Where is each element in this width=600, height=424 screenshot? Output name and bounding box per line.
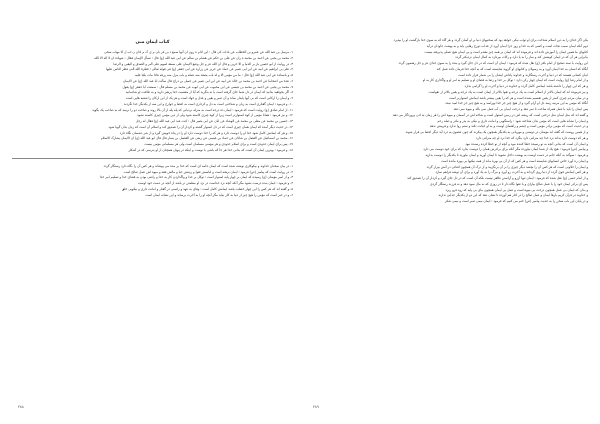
page-title: كتاب ايمان منی <box>135 40 170 45</box>
right-page <box>307 38 588 410</box>
paragraph: بنابراین هر آن که در ایمان کوشش کند و نماز را به پا دارد و زکات بپردازد به کمال ایمان نزدیکتر گردد <box>455 55 589 60</box>
paragraph: ۳- در روايت از ابو حصين باز بر الدنيا و الا خرين و قال ان الله عز و جل وضع الايمان على سبعة اسهم على البر و الصدق و اليقين و الرضا <box>113 61 294 66</box>
paragraph: و هر کس ایمانش قوی گردد از دنیا روی گرداند و به آخرت رو آورد و مرگ را به یاد آورد و برای آن توشه فراهم سازد <box>435 170 589 175</box>
right-text-block <box>307 38 588 204</box>
paragraph: ۱۷- پس برای ایمان حدودی است و برای اسلام حدودی و هر مؤمنی مسلمان است ولی هر مسلمانی مؤمن نیست <box>144 142 294 146</box>
paragraph: ۱- در بیان سخنان خداوند و نیکوکاری نوشته شده است که ایمان جامه ای است که خدا بر بنده می پوشاند و هر کس آن را نگاه دارد رستگار گردد <box>103 163 294 168</box>
paragraph: و ایمان را نشانه هایی است که مؤمن بدان شناخته شود : راستگویی و امانت داری و نیکی به پدر و مادر و صله رحم <box>437 118 589 123</box>
paragraph: و خداوند در قرآن کریم بارها ایمان و عمل صالح را در کنار هم آورده تا نشان دهد که این دو از یکدیگر جدایی ندارند <box>438 193 589 198</box>
paragraph: ۸- اگر بخواهید بدانید که ایمان در دل شما جای گرفته است یا نه بنگرید که آیا از معصیت خدا پرهیز دارید و به طاعت او شادمانید <box>125 90 294 95</box>
paragraph: ۶- عدة من اصحابنا عن احمد بن محمد بن خالد عن ابیه عن ابن ابی عمیر عن جمیل بن دراج قال سألت ابا عبد الله (ع) عن الایمان <box>122 78 294 83</box>
left-top-text-block <box>12 50 293 153</box>
paragraph: ۱- مرسل بن عبد الله عن عمرو بن الخطاب عن نادات کی قال : این ادام ه رون ان آنها سمع د بن غر بان م ی ک م ادان ن اب ل کا مهاب سخی <box>104 50 294 54</box>
paragraph: و از امام حسن (ع) نقل شده که فرمود : ایمان تنها آرزو و آراستن ظاهر نیست بلکه آن است که در دل جای گیرد و کردار آن را تصدیق کند <box>407 176 589 180</box>
paragraph: و هر که این چهار را داشته باشد ایمانش کامل گردد و خداوند در دنیا و آخرت او را گرامی بدارد <box>464 84 589 88</box>
paragraph: ۵- و گفته اند که هر کس را این چهار خصلت باشد ایمانش کامل است : وفای به عهد و راستی در گفتار و امانت داری و نیکویی خلق <box>121 186 294 191</box>
paragraph: و هر که دوست دارد بداند نزد خدا چه منزلتی دارد بنگرد که خدا نزد او چه منزلتی دارد <box>475 135 589 140</box>
paragraph: و بدان که ایمان بی عمل همچون درخت بی میوه است و عمل بی ایمان همچون بنای بی پایه که زود فرو ریزد <box>445 187 589 192</box>
paragraph: و نیز فرموده اند که ایمان بالاتر از اسلام است به یک درجه و تقوا بالاتر از ایمان است به یک درجه و یقین بالاتر از تقواست <box>428 89 589 94</box>
paragraph: ۱۲- و نیز فرمود : همانا مؤمن از کوه استوارتر است زیرا از کوه چیزی کاسته شود ولی از دین مؤمن چیزی کاسته نشود <box>137 113 294 118</box>
paragraph: کتابهای ما همین ایمان را آموزش داده اند و فرموده اند که ایمان بر همه چیز مقدم است و بی ایمان هیچ عملی پذیرفته نیست <box>424 49 589 54</box>
paragraph: این روایت با سند صحیح از امام باقر (ع) نقل شده که فرمود : ایمان آن است که در دل جای گیرد و بنده را به سوی خدای عز و جل رهنمون گردد <box>398 61 589 65</box>
gutter <box>293 38 307 410</box>
paragraph: ۱۱- از امام صادق (ع) روایت است که فرمود : ایمان ده درجه است به منزله نردبانی که پله پله از آن بالا روند و صاحب دو را نرسد که به صاحب یک بگوید <box>92 107 294 112</box>
paragraph: اینان کسانی هستند که در دنیا و آخرت رستگارند و خداوند پاداش ایشان را بی شمار قرار داده است <box>458 72 589 77</box>
page-number: ۲۸۸ <box>18 404 24 409</box>
left-bottom-text-block <box>12 164 293 198</box>
paragraph: و از همین روست که گفته اند مؤمنان در دوستی و مهربانی به یکدیگر همچون یک پیکرند که چون عضوی به درد آید دیگر اعضا بی قرار شوند <box>405 130 589 134</box>
paragraph: و ایمان ره آورد خاص انسانهای شایسته است و هر کس که از آن بی بهره ماند از همه نیکیها بی بهره مانده است <box>441 158 589 163</box>
paragraph: و ایمان را حلاوتی است که هر کس آن را بچشد دیگر چیزی را بر آن برنگزیند و از ترک آن همچون افتادن در آتش بیزار گردد <box>426 164 589 169</box>
paragraph: ۳- و از امیر مؤمنان (ع) رسیده که ایمان بر چهار پایه استوار است : توکل بر خدا و واگذاردن کار به خدا و راضی بودن به قضای خدا و تسلیم امر خدا <box>99 175 294 180</box>
paragraph: ۵- و باسناده عن ابی عبد الله (ع) قال : ما من مؤمن الا و له باب یصعد منه عمله و باب ینزل منه رزقه فاذا مات بکیا علیه <box>134 73 294 77</box>
paragraph: و پیامبر (ص) فرمود : هیچ یک از شما ایمان نیاورده مگر آنکه برای برادرش همان را دوست بدارد که برای خود دوست می دارد <box>423 147 589 152</box>
section-divider <box>12 158 293 159</box>
paragraph: یکی اگر خدای را به دین اسلام شناخت برای او ثواب نیکی خواهد بود که سختیهای دنیا بر او آسان گردد و هر گاه که به سوی خدا بازگشت او را بپذیرد <box>393 38 589 42</box>
paragraph: ۶- و در خبر است که مؤمن را هیچ چیز از دنیا به کار نیاید مگر آنچه او را به آخرت برساند و این نشانه ایمان است <box>145 192 294 197</box>
paragraph: ۱۰- و فرمود : ایمان گفتاری است به زبان و شناختی است به دل و کرداری است به اعضا و جوارح و این سه از یکدیگر جدا نگردند <box>123 101 294 106</box>
paragraph: ۹- و ایمان را ارکانی است که بی آنها پایدار نماند و آن صبر و یقین و عدل و جهاد است و هر یک از این ارکان را شعبه هایی است <box>125 96 294 100</box>
paragraph: و گفته اند که مثل ایمان مثل درختی است که ریشه اش در زمین استوار است و شاخه اش در آسمان و میوه اش را هر زمان به اذن پروردگار می دهد <box>392 112 589 117</box>
paragraph: پس ایمان را باید با عمل همراه ساخت تا ثمر دهد و درخت ایمان بی آب عمل نمی بالد و میوه نمی دهد <box>453 107 589 111</box>
paragraph: ۷- محمد بن یحیی عن احمد بن محمد بن عیسی عن ابن محبوب عن ابی ایوب عن محمد بن مسلم قال : سمعت ابا جعفر (ع) یقول <box>122 84 294 89</box>
left-page <box>12 38 293 410</box>
paragraph: ۱۴- در حدیث دیگر آمده که ایمان همان چیزی است که در دل استوار گشته و کردار آن را تصدیق کند و اسلام آن است که زبان بدان گویا شود <box>108 124 294 129</box>
paragraph: و از امام رضا (ع) روایت است که ایمان چهار رکن دارد : توکل بر خدا و رضا به قضای او و تسلیم به امر او و واگذاری کار به او <box>422 78 589 83</box>
paragraph: ۲- در روایت است که پیامبر (ص) فرمود : ایمان برهنه است و لباسش تقوا و زینتش حیا و مالش فقه و میوه اش عمل صالح است <box>123 169 294 174</box>
paragraph: و ایمان آن است که بدانی آنچه به تو رسیده خطا کننده نبود و آنچه از تو خطا کرده رسنده نبود <box>465 141 589 146</box>
paragraph: ۱۶- محمد بن اسماعیل عن الفضل بن شاذان عن حماد بن عیسی عن ربعی عن الفضیل بن یسار قال قال ابو عبد الله (ع) ان الایمان یشارک الاسلام <box>100 136 294 141</box>
paragraph: ۴- و فرمود : ایمان بنده درست نشود مگر آنکه آنچه نزد خداست در نزد او مطمئن تر باشد از آنچه در دست خود اوست <box>137 181 294 186</box>
page-number: ۲۸۹ <box>312 404 319 409</box>
paragraph: ۱۳- حسین بن محمد عن معلی بن محمد عن الوشاء عن ابان عن ابی بصیر قال : کنت عند ابی عبد الله (ع) فقال له رجل <box>135 119 294 123</box>
paragraph: دوم آنکه ایمان سبب نجات است و کسی که به خدا و روز جزا ایمان آورد از عذاب دوزخ رهایی یابد و به بهشت جاودان درآید <box>426 43 589 48</box>
paragraph: و در حدیث است که مؤمن برادر مؤمن است و چشم و راهنمای اوست و به او خیانت نکند و ستم روا ندارد و فریبش ندهد <box>429 124 589 129</box>
paragraph: و در پایان این باب سخن را به حدیث پیامبر (ص) ختم می کنیم که فرمود : ایمان نیمی صبر است و نیمی شکر <box>444 199 589 203</box>
paragraph: آنگاه که مؤمن به این مرتبه رسد دل او آرام گیرد و از هیچ چیز جز خدا نهراسد و به هیچ چیز جز خدا امید نبندد <box>445 101 589 106</box>
paragraph: ۱۸- و فرمود : بهترین ایمان آن است که بدانی خدا هر جا که باشی با توست و اینکه در پنهان همچنان از او بترسی که در آشکار <box>128 147 294 152</box>
paragraph: ۱۵- و هر که ایمانش کامل شود خدا او را دوست دارد و هر که را خدا دوست دارد او را در پناه خویش گیرد و از شر دشمنان نگاه دارد <box>119 130 294 135</box>
paragraph: ۲- محمد بن یحیی عن احمد بن محمد ه ران عن علی بن حکم عن هشام بن سالم عن ابی عبد الله (ع) قال : تسأل الإیمان فقال : شهادة ان لا اله الا الله <box>94 55 294 60</box>
paragraph: پس ای برادر ایمان خود را با عمل صالح بیارای و با تقوا نگاه دار تا در روزی که نه مال سود دهد و نه فرزند رستگار گردی <box>430 181 589 186</box>
paragraph: آنگاه که انسان به خدا ایمان آورد و به رسولان و کتابهای او گروید شایسته است که به آنچه خدا فرمان داده عمل کند <box>436 66 589 71</box>
paragraph: و در میان مردم چیزی کمتر از یقین تقسیم نشده است و هر که را یقین بیشتر باشد ایمانش استوارتر است <box>449 95 589 100</box>
paragraph: و فرمود : سوگند به آنکه جانم در دست اوست به بهشت داخل نشوید تا ایمان آورید و ایمان نیاورید تا یکدیگر را دوست بدارید <box>425 153 589 157</box>
paragraph: ۴- علی بن ابراهیم عن ابیه عن ابن ابی عمیر عن حماد عن حریز عن زراره عن ابی جعفر (ع) فی قوله تعالی : فطرة الله التی فطر الناس علیها <box>105 67 294 72</box>
